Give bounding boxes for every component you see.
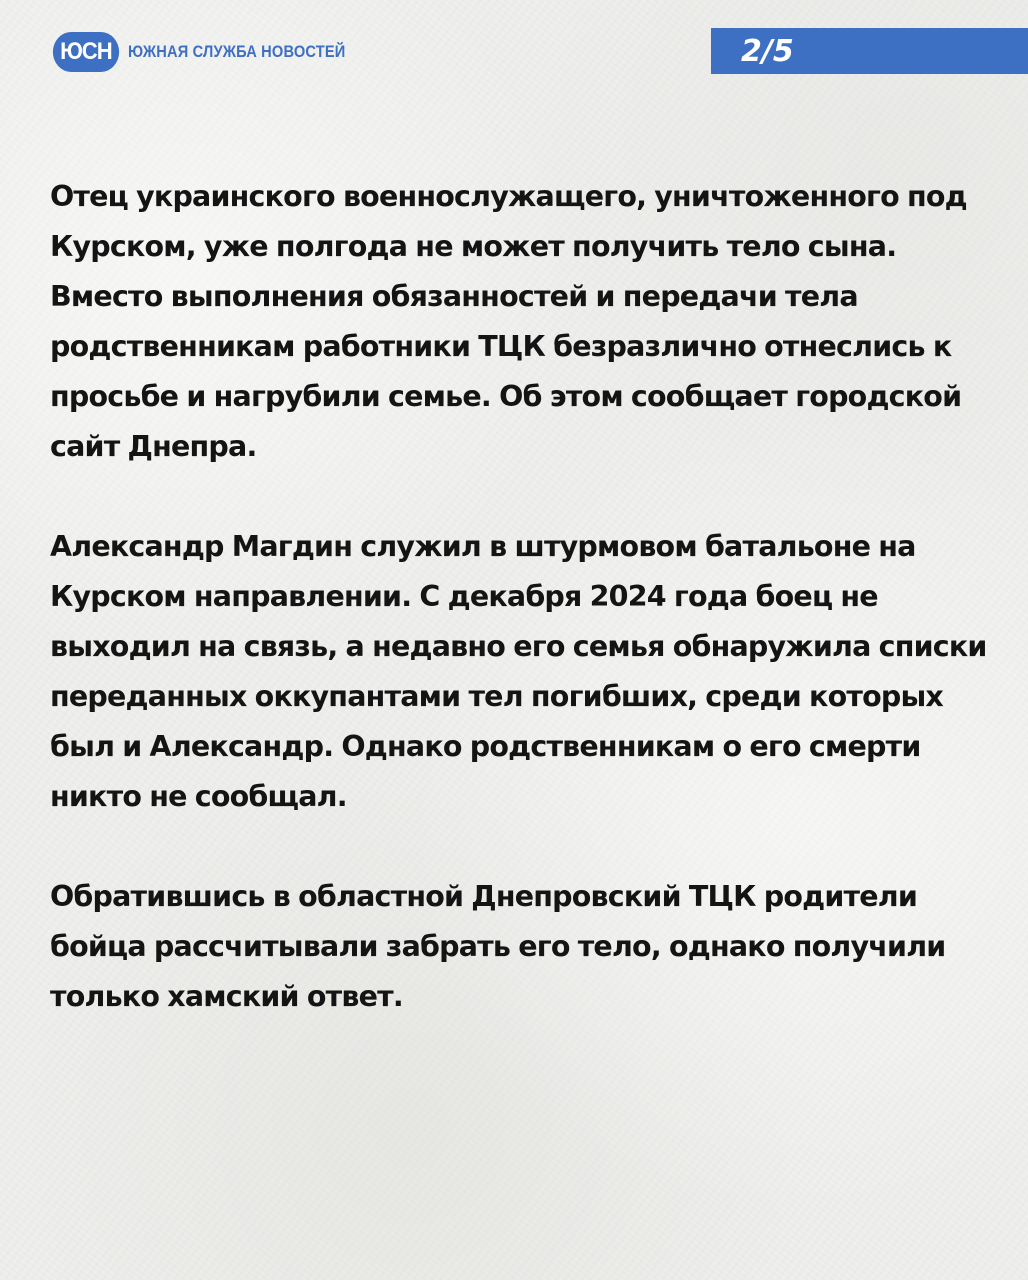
article-paragraph-2: Александр Магдин служил в штурмовом батальоне на Курском направлении. С декабря 2024 года боец не выходил на связь, а недавно его семья обнаружила списки переданных оккупантами тел погибших, среди которых был и Александр. Однако родственникам о его смерти никто не сообщал. (50, 530, 987, 813)
logo-text: ЮЖНАЯ СЛУЖБА НОВОСТЕЙ (128, 42, 346, 61)
article-paragraph-3: Обратившись в областной Днепровский ТЦК родители бойца рассчитывали забрать его тело, однако получили только хамский ответ. (50, 880, 946, 1013)
article-body (50, 172, 990, 1022)
logo (50, 32, 381, 72)
logo-badge: ЮСН (53, 32, 119, 72)
article-paragraph-1: Отец украинского военнослужащего, уничтоженного под Курском, уже полгода не может получить тело сына. Вместо выполнения обязанностей и передачи тела родственникам работники ТЦК безразлично отнеслись к просьбе и нагрубили семье. Об этом сообщает городской сайт Днепра. (50, 180, 967, 463)
page-indicator: 2/5 (711, 28, 1028, 74)
